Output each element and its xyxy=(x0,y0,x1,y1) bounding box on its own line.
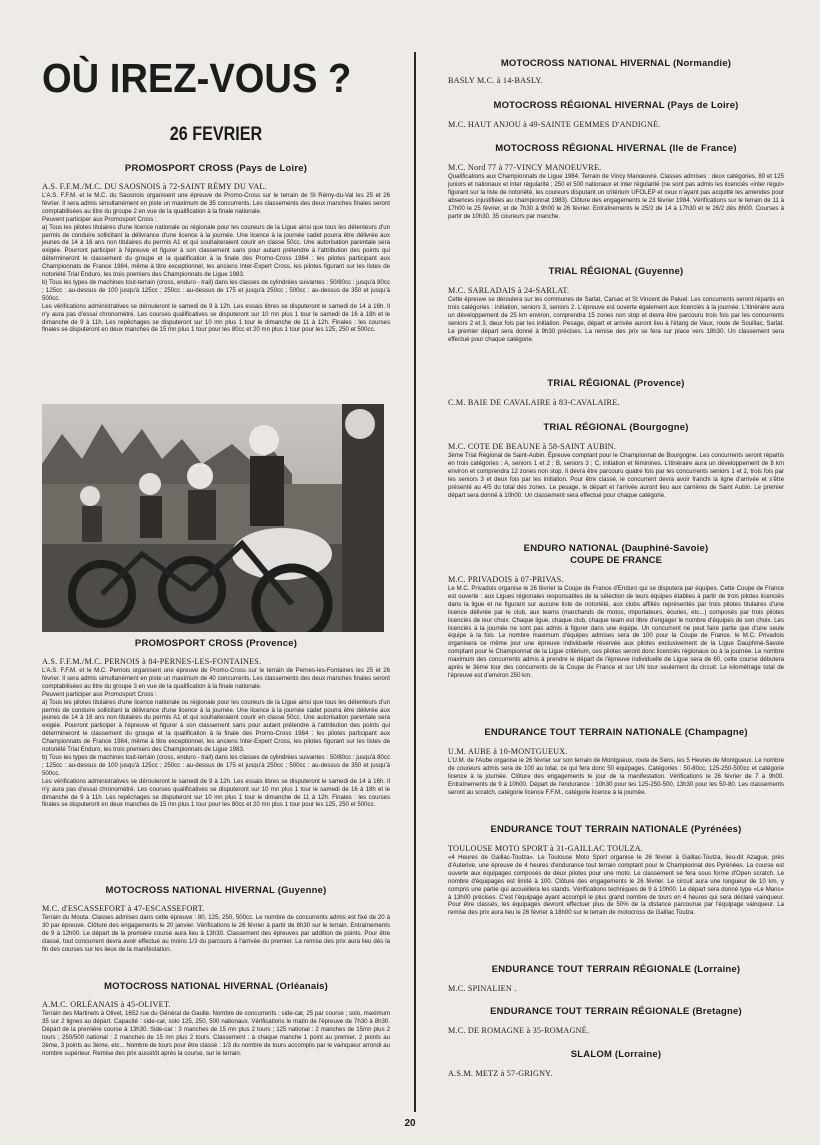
section-trial-bourgogne xyxy=(448,422,784,499)
section-body xyxy=(448,452,784,499)
section-body xyxy=(448,585,784,680)
club-line: A.S. F.F.M./M.C. DU SAOSNOIS à 72-SAINT RÉMY DU VAL. xyxy=(42,182,267,191)
club-line: M.C. COTE DE BEAUNE à 58-SAINT AUBIN. xyxy=(448,442,617,451)
section-title: SLALOM (Lorraine) xyxy=(570,1049,662,1060)
section-title: MOTOCROSS RÉGIONAL HIVERNAL (Pays de Loire) xyxy=(493,100,739,111)
club-line: M.C. HAUT ANJOU à 49-SAINTE GEMMES D'ANDIGNÉ. xyxy=(448,120,661,129)
paragraph: L'U.M. de l'Aube organise le 26 février sur son terrain de Montgueux, route de Sens, les 5 Heures de Montgueux. Le nombre de coureurs admis sera de 100 au total, ce qui fera donc 50 équipages. Catégories : 50-80cc, 125-250-500cc et catégorie licence à la journée. Clôture des engagements le jour de la manifestation. Vérifications le 26 février de 7 à 9h00. Entraînements de 9 à 10h00. Départ de l'endurance : 10h30 pour les 125-250-500, 13h30 pour les 50-80. Les classements seront au scratch, catégorie licence F.F.M., catégorie licence à la journée. xyxy=(448,757,784,796)
section-motocross-orleanais xyxy=(42,981,390,1057)
column-divider xyxy=(414,52,416,1112)
paragraph: Qualifications aux Championnats de Ligue 1984. Terrain de Vincy Manœuvre. Classes admises : deux catégories, 80 et 125 juniors et nationaux et inter régularité ; 250 et 500 nationaux et inter régularité (ne sont pas admis les licenciés «inter régul» figurant sur la liste de notoriété, les coureurs disputant un critérium UFOLEP et ceux n'ayant pas acquitté les amendes pour absences injustifiées au championnat 1983). Clôture des engagements le 23 février 1984. Vérifications sur le terrain de 11 à 17h00 le 25 février, et de 7h30 à 9h00 le 26 février. Entraînements le 25/2 de 14 à 17h30 et le 26/2 dès 8h00. Courses à partir de 10h30. 35 coureurs par manche. xyxy=(448,173,784,220)
section-trial-provence xyxy=(448,378,784,408)
section-body xyxy=(42,1010,390,1057)
section-title: PROMOSPORT CROSS (Provence) xyxy=(134,638,298,649)
section-title: PROMOSPORT CROSS (Pays de Loire) xyxy=(124,163,308,174)
club-line: C.M. BAIE DE CAVALAIRE à 83-CAVALAIRE. xyxy=(448,398,620,407)
photo-illustration xyxy=(42,404,384,632)
section-title: ENDURO NATIONAL (Dauphiné-Savoie) xyxy=(523,543,709,554)
paragraph: Cette épreuve se déroulera sur les communes de Sarlat, Carsac et St Vincent de Paluel. Les concurrents seront répartis en trois catégories : initiation, seniors 3, seniors 2. L'épreuve est ouverte également aux licenciés à la journée. L'itinéraire aura un développement de 25 km environ, comprendra 15 zones non stop et devra être parcouru trois fois par les concurrents seniors 2 et 3, deux fois par les initiation. Pesage, départ et arrivée auront lieu à l'étang de Vaux, route de Souillac, Sarlat. Le premier départ sera donné à 9h30 précises. La remise des prix se fera sur place vers 18h30. Un classement sera effectué pour chaque catégorie. xyxy=(448,296,784,343)
section-title: MOTOCROSS NATIONAL HIVERNAL (Orléanais) xyxy=(103,981,329,992)
club-line: M.C. SARLADAIS à 24-SARLAT. xyxy=(448,286,570,295)
headline: OÙ IREZ-VOUS ? xyxy=(42,55,352,101)
club-line: M.C. d'ESCASSEFORT à 47-ESCASSEFORT. xyxy=(42,904,205,913)
club-line: M.C. DE ROMAGNE à 35-ROMAGNÉ. xyxy=(448,1026,590,1035)
paragraph: Peuvent participer aux Promosport Cross : xyxy=(42,215,157,223)
section-title: ENDURANCE TOUT TERRAIN RÉGIONALE (Lorraine) xyxy=(491,964,741,975)
section-body xyxy=(448,173,784,220)
paragraph: 3ème Trial Régional de Saint-Aubin. Épreuve comptant pour le Championnat de Bourgogne. Les concurrents seront répartis en trois catégories : A, seniors 1 et 2 ; B, seniors 3 ; C, initiation et féminines. L'itinéraire aura un développement de 8 km environ et comprendra 12 zones non stop. Il devra être parcouru quatre fois par les concurrents seniors 1 et 2, trois fois par les seniors 3 et deux fois par les initiation. Pour être classé, le concurrent devra avoir franchi la ligne d'arrivée et s'être présenté au 4/5 du total des zones. Le pesage, le départ et l'arrivée auront lieu aux carrières de Saint Aubin. Le premier départ sera donné à 10h00. Un classement sera effectué pour chaque catégorie. xyxy=(448,452,784,499)
section-title: TRIAL RÉGIONAL (Guyenne) xyxy=(548,266,684,277)
paragraph: Le M.C. Privadois organise le 26 février la Coupe de France d'Enduro qui se disputera par équipes. Cette Coupe de France est ouverte : aux Ligues régionales responsables de la sélection de leurs équipes établies à partir de trois pilotes licenciés dans la ligue et ne figurant sur aucune liste de notoriété, aux clubs affiliés représentés par trois pilotes titulaires d'une licence délivrée par le club, aux teams (marchands de motos, importateurs, écuries, etc...) composés par trois pilotes licenciés de leur choix. Chaque ligue, chaque club, chaque team est libre d'engager le nombre d'équipes de son choix. Les licenciés à la journée ne sont pas admis à figurer dans une équipe. Un concurrent ne peut faire partie que d'une seule équipe à la fois. Le nombre maximum d'équipes admises sera de 100 pour la Coupe de France. le M.C. Privadois organisera ce même jour une épreuve individuelle réservée aux pilotes exclusivement de la Ligue Dauphiné-Savoie comptant pour le Championnat de la Ligue critérium, ces pilotes seront donc licenciés régionaux ou à la journée. Le nombre maximum des concurrents admis à prendre le départ de l'épreuve individuelle de Ligue sera de 60, cette course débutera après le 3ème tour des concurrents de la Coupe de France et sur UN tour seulement du circuit. Le kilométrage total de l'épreuve est d'environ 250 km. xyxy=(448,585,784,679)
section-trial-guyenne xyxy=(448,266,784,343)
section-endurance-champagne xyxy=(448,727,784,797)
paragraph: «4 Heures de Gaillac-Toulza». Le Toulouse Moto Sport organise le 26 février à Gaillac-Toulza, lieu-dit Azague, près d'Auterive, une épreuve de 4 heures d'endurance tout terrain comptant pour le Championnat des Pyrénées. La course est ouverte aux équipages composés de deux pilotes pour une moto. Le classement se fera sous forme d'Open scratch. Le nombre d'équipages est limité à 100. Clôture des engagements le 26 février. Le circuit aura une longueur de 10 km, y compris une partie qui accueillera les stands. Vérifications techniques de 9 à 10h00. Le départ sera donné type «Le Mans» à 13h00 précises. C'est l'équipage ayant accompli le plus grand nombre de tours en 4 heures qui sera déclaré vainqueur. Pour être classés, les équipages devront effectuer plus de 50% de la distance parcourue par l'équipage vainqueur. La remise des prix aura lieu le 26 février à 18h00 sur le terrain de motocross de Gaillac Toulza. xyxy=(448,854,784,917)
motocross-riders-photo xyxy=(42,404,384,632)
club-line: A.S. F.F.M./M.C. PERNOIS à 84-PERNES-LES-FONTAINES. xyxy=(42,657,262,666)
section-body xyxy=(42,192,390,334)
paragraph: b) Tous les types de machines tout-terrain (cross, enduro - trail) dans les classes de cylindrées suivantes : 50/80cc : jusqu'à 80cc ; 125cc : au-dessus de 100 jusqu'à 125cc ; 250cc : au-dessus de 175 et jusqu'à 250cc ; 500cc : au-dessus de 350 et jusqu'à 500cc. xyxy=(42,753,390,777)
section-body xyxy=(448,757,784,797)
paragraph: a) Tous les pilotes titulaires d'une licence nationale ou régionale pour les coureurs de la Ligue ainsi que tous les détenteurs d'un permis de conduire sollicitant la délivrance d'une licence à la journée. Une licence à la journée cadet pourra être délivrée aux jeunes de 14 à 16 ans non titulaires du permis A1 et qui souhaiteraient courir en classe 50cc. Une autorisation parentale sera exigée. Pourront participer à l'épreuve et figurer à son classement sans pour autant prétendre à l'attribution des points qui détermineront le classement du groupe et la qualification à la finale des Promo-Cross 1984 : les pilotes participant aux Championnats de France 1984, même à titre exceptionnel, les anciens Inter-Expert Cross, les pilotes figurant sur les listes de notoriété Trial Enduro, les trois premiers des Championnats de Ligue 1983. xyxy=(42,698,390,754)
club-line: M.C. Nord 77 à 77-VINCY MANOEUVRE. xyxy=(448,163,602,172)
section-motocross-normandie xyxy=(448,58,784,86)
section-slalom-lorraine xyxy=(448,1049,784,1079)
section-body xyxy=(42,667,390,809)
section-subtitle: COUPE DE FRANCE xyxy=(570,555,662,566)
section-promosport-provence xyxy=(42,638,390,809)
section-title: ENDURANCE TOUT TERRAIN NATIONALE (Champagne) xyxy=(484,727,748,738)
paragraph: Les vérifications administratives se dérouleront le samedi de 9 à 12h. Les essais libres se disputeront le samedi de 14 à 16h. Il n'y aura pas d'essai chronométré. Les courses qualificatives se disputeront sur 10 mn plus 1 tour le samedi de 16 à 18h et le dimanche de 9 à 11h. Les repêchages se disputeront sur 10 mn plus 1 tour le dimanche de 11 à 12h. Finales : les courses finales se disputeront en deux manches de 15 mn plus 1 tour pour les 80cc et 20 mn plus 1 tour pour les 125, 250 et 500cc. xyxy=(42,302,390,334)
club-line: M.C. PRIVADOIS à 07-PRIVAS. xyxy=(448,575,564,584)
section-title: MOTOCROSS NATIONAL HIVERNAL (Normandie) xyxy=(500,58,732,69)
paragraph: L'A.S. F.F.M. et le M.C. Pernois organisent une épreuve de Promo-Cross sur le terrain de Pernes-les-Fontaines les 25 et 26 février. Il sera admis simultanément en piste un maximum de 40 concurrents. Les classements des deux manches finales seront comptabilisées au titre du groupe 3 en vue de la qualification à la finale nationale. xyxy=(42,667,390,690)
paragraph: Terrain des Martinets à Olivet, 1652 rue du Général de Gaulle. Nombre de concurrents : side-car, 25 par course ; solo, maximum 35 sur 2 lignes au départ. Capacité : side-car, solo 125, 250, 500 nationaux. Vérifications le matin de l'épreuve de 7h30 à 8h30. Départ de la première course à 13h30. Side-car : 3 manches de 15 mn plus 2 tours ; 125 national : 2 manches de 15mn plus 2 tours ; 250/500 national : 2 manches de 15 mn plus 2 tours. Classement : à chaque manche 1 point au premier, 2 points au 2ème, 3 points au 3ème, etc... Nombre de tours pour être classé : 1/3 du nombre de tours accomplis par le vainqueur arrondi au nombre supérieur. Remise des prix aussitôt après la course, sur le terrain. xyxy=(42,1010,390,1057)
club-line: U.M. AUBE à 10-MONTGUEUX. xyxy=(448,747,568,756)
section-endurance-bretagne xyxy=(448,1006,784,1036)
section-title: TRIAL RÉGIONAL (Bourgogne) xyxy=(543,422,689,433)
section-title: TRIAL RÉGIONAL (Provence) xyxy=(547,378,685,389)
section-endurance-pyrenees xyxy=(448,824,784,917)
section-endurance-lorraine xyxy=(448,964,784,994)
section-title: ENDURANCE TOUT TERRAIN RÉGIONALE (Bretagne) xyxy=(490,1006,742,1017)
section-motocross-iledefrance xyxy=(448,143,784,220)
section-title: MOTOCROSS RÉGIONAL HIVERNAL (Ile de France) xyxy=(495,143,737,154)
paragraph: b) Tous les types de machines tout-terrain (cross, enduro - trail) dans les classes de cylindrées suivantes : 50/80cc : jusqu'à 80cc ; 125cc : au-dessus de 100 jusqu'à 125cc ; 250cc : au-dessus de 175 et jusqu'à 250cc ; 500cc : au-dessus de 350 et jusqu'à 500cc. xyxy=(42,278,390,302)
club-line: BASLY M.C. à 14-BASLY. xyxy=(448,76,543,85)
section-motocross-guyenne xyxy=(42,885,390,954)
paragraph: L'A.S. F.F.M. et le M.C. du Saosnois organisent une épreuve de Promo-Cross sur le terrain de St Rémy-du-Val les 25 et 26 février. Il sera admis simultanément en piste un maximum de 35 concurrents. Les classements des deux manches finales seront comptabilisées au titre du groupe 2 en vue de la qualification à la finale nationale. xyxy=(42,192,390,215)
section-enduro-dauphine xyxy=(448,543,784,680)
section-promosport-loire xyxy=(42,163,390,334)
section-title: ENDURANCE TOUT TERRAIN NATIONALE (Pyrénées) xyxy=(490,824,742,835)
paragraph: Terrain du Mouta. Classes admises dans cette épreuve : 80, 125, 250, 500cc. Le nombre de concurrents admis est fixé de 20 à 30 par épreuve. Clôture des engagements le 20 janvier. Vérifications le 26 février à partir de 8h30 sur le terrain. Entraînements de 9 à 12h00. Le départ de la première course aura lieu à 13h30. Classement des épreuves par addition de points. Pour être classé, tout concurrent devra avoir effectué au moins 1/3 du parcours à l'arrivée du premier. La remise des prix aura lieu dès la fin des courses sur les lieux de la manifestation. xyxy=(42,914,390,953)
paragraph: Peuvent participer aux Promosport Cross : xyxy=(42,690,157,698)
section-title: MOTOCROSS NATIONAL HIVERNAL (Guyenne) xyxy=(105,885,327,896)
date-title: 26 FEVRIER xyxy=(169,124,263,145)
section-body xyxy=(448,296,784,343)
page-number: 20 xyxy=(404,1118,416,1129)
section-body xyxy=(448,854,784,917)
club-line: A.S.M. METZ à 57-GRIGNY. xyxy=(448,1069,553,1078)
club-line: M.C. SPINALIEN . xyxy=(448,984,517,993)
club-line: A.M.C. ORLÉANAIS à 45-OLIVET. xyxy=(42,1000,171,1009)
section-body xyxy=(42,914,390,954)
section-motocross-loire xyxy=(448,100,784,130)
club-line: TOULOUSE MOTO SPORT à 31-GAILLAC TOULZA. xyxy=(448,844,644,853)
paragraph: a) Tous les pilotes titulaires d'une licence nationale ou régionale pour les coureurs de la Ligue ainsi que tous les détenteurs d'un permis de conduire sollicitant la délivrance d'une licence à la journée. Une licence à la journée cadet pourra être délivrée aux jeunes de 14 à 16 ans non titulaires du permis A1 et qui souhaiteraient courir en classe 50cc. Une autorisation parentale sera exigée. Pourront participer à l'épreuve et figurer à son classement sans pour autant prétendre à l'attribution des points qui détermineront le classement du groupe et la qualification à la finale des Promo-Cross 1984 : les pilotes participant aux Championnats de France 1984, même à titre exceptionnel, les anciens Inter-Expert Cross, les pilotes figurant sur les listes de notoriété Trial Enduro, les trois premiers des Championnats de Ligue 1983. xyxy=(42,223,390,279)
paragraph: Les vérifications administratives se dérouleront le samedi de 9 à 12h. Les essais libres se disputeront le samedi de 14 à 16h. Il n'y aura pas d'essai chronométré. Les courses qualificatives se disputeront sur 10 mn plus 1 tour le samedi de 16 à 18h et le dimanche de 9 à 11h. Les repêchages se disputeront sur 10 mn plus 1 tour le dimanche de 11 à 12h. Finales : les courses finales se disputeront en deux manches de 15 mn plus 1 tour pour les 80cc et 20 mn plus 1 tour pour les 125, 250 et 500cc. xyxy=(42,777,390,809)
